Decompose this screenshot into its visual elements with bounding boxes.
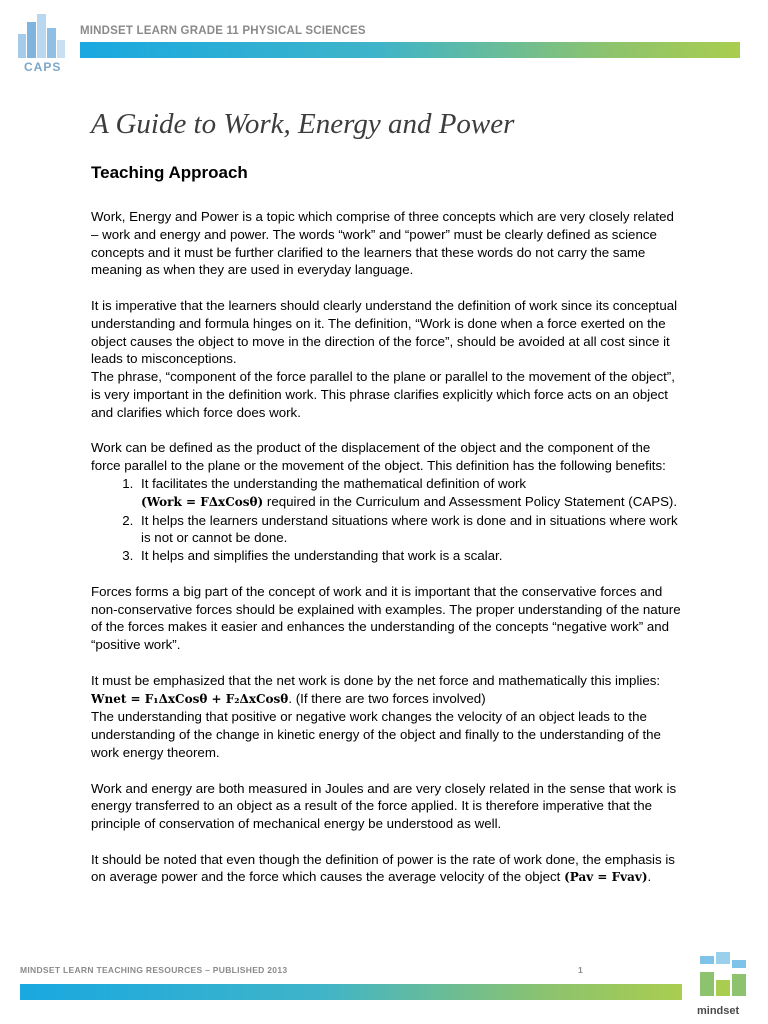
page-number: 1: [578, 965, 583, 975]
work-formula: (Work = FΔxCosθ): [141, 494, 264, 509]
paragraph-work-definition: Work can be defined as the product of the displacement of the object and the component of the force parallel to the plane or the movement of the object. This definition has the following benefits:: [91, 440, 666, 474]
paragraph-definition: It is imperative that the learners should clearly understand the definition of work since its conceptual understanding and formula hinges on it. The definition, “Work is done when a force exerted on the object causes the object to move in the direction of the force”, should be avoided at all cost since it leads to misconceptions.: [91, 297, 678, 367]
footer-color-bar: [20, 984, 682, 1000]
document-title: A Guide to Work, Energy and Power: [91, 108, 515, 140]
footer-text: MINDSET LEARN TEACHING RESOURCES – PUBLISHED 2013: [20, 965, 288, 975]
paragraph-phrase: The phrase, “component of the force parallel to the plane or parallel to the movement of the object”, is very important in the definition work. This phrase clarifies explicitly which force acts on an object and clarifies which force does work.: [91, 369, 675, 420]
paragraph-intro: Work, Energy and Power is a topic which comprise of three concepts which are very closely related – work and energy and power. The words “work” and “power” must be clearly defined as science concepts and it must be further clarified to the learners that these words do not carry the same meaning as when they are used in everyday language.: [91, 209, 674, 278]
list-item: 1. It facilitates the understanding the mathematical definition of work (Work = FΔxCosθ) required in the Curriculum and Assessment Policy Statement (CAPS).: [137, 475, 681, 512]
net-work-formula: Wnet = F₁ΔxCosθ + F₂ΔxCosθ: [91, 691, 289, 706]
mindset-logo-text: mindset: [697, 1005, 740, 1017]
header-color-bar: [80, 42, 740, 58]
document-body: [91, 208, 681, 905]
paragraph-net-work: It must be emphasized that the net work is done by the net force and mathematically this implies: Wnet = F₁ΔxCosθ + F₂ΔxCosθ. (If there are two forces involved): [91, 672, 661, 706]
caps-logo-text: CAPS: [24, 60, 62, 74]
section-heading: Teaching Approach: [91, 163, 248, 182]
list-item: 3. It helps and simplifies the understanding that work is a scalar.: [137, 547, 681, 565]
paragraph-velocity: The understanding that positive or negative work changes the velocity of an object leads to the understanding of the change in kinetic energy of the object and finally to the understanding of the work energy theorem.: [91, 709, 661, 760]
power-formula: (Pav = Fvav): [564, 870, 648, 885]
benefits-list: [91, 475, 681, 565]
list-item: 2. It helps the learners understand situations where work is done and in situations where work is not or cannot be done.: [137, 512, 681, 548]
header-title: MINDSET LEARN GRADE 11 PHYSICAL SCIENCES: [80, 25, 366, 37]
paragraph-forces: Forces forms a big part of the concept of work and it is important that the conservative forces and non-conservative forces should be explained with examples. The proper understanding of the nature of the forces makes it easier and enhances the understanding of the concepts “negative work” and “positive work”.: [91, 583, 681, 653]
paragraph-joules: Work and energy are both measured in Joules and are very closely related in the sense that work is energy transferred to an object as a result of the force applied. It is therefore imperative that the principle of conservation of mechanical energy be understood as well.: [91, 780, 677, 832]
paragraph-power: It should be noted that even though the definition of power is the rate of work done, the emphasis is on average power and the force which causes the average velocity of the object (Pav = Fvav).: [91, 851, 675, 885]
mindset-logo-icon: [696, 950, 752, 1008]
